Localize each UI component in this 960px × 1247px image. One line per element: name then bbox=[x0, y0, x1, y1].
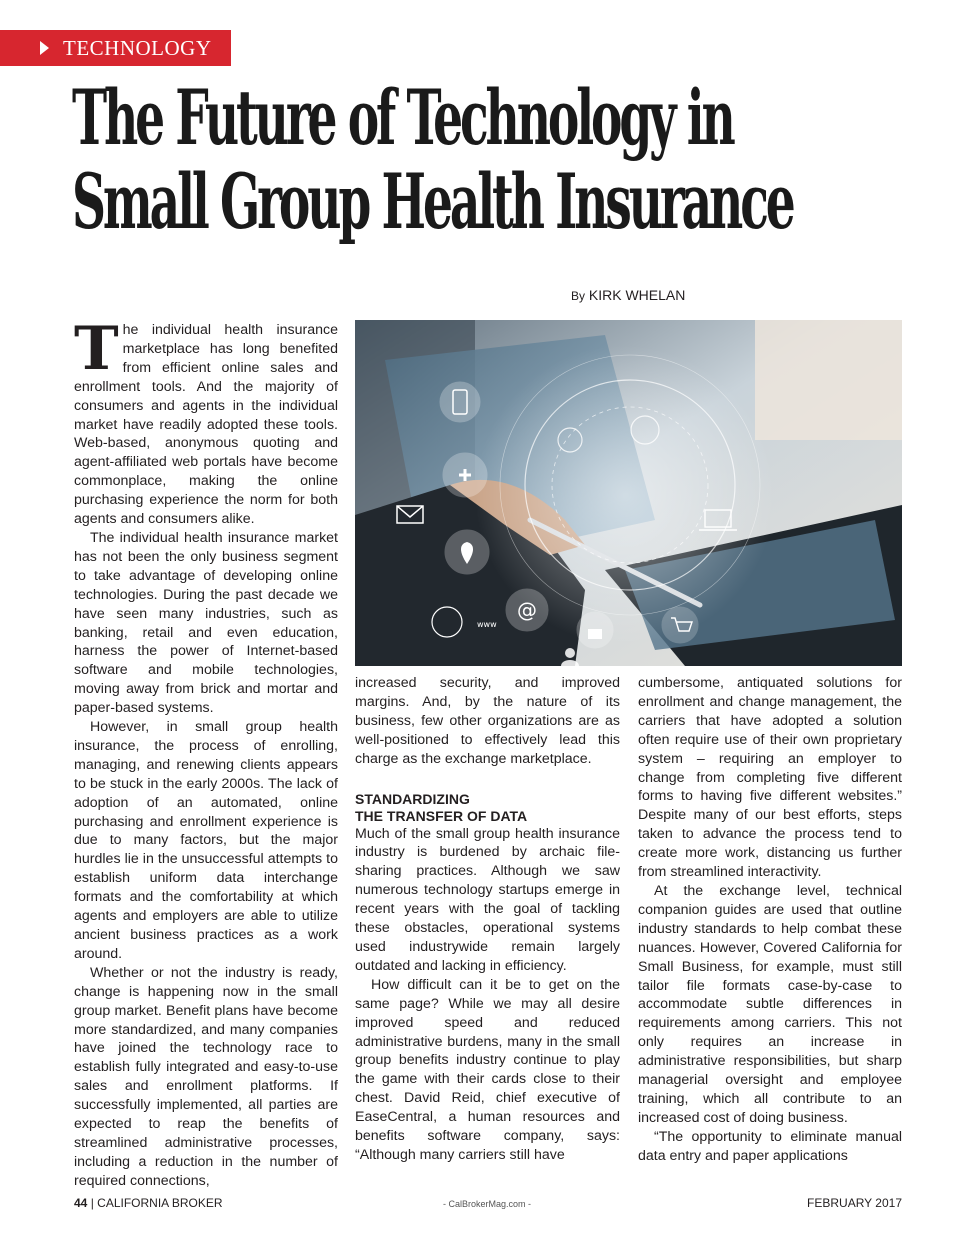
subhead-line-1: STANDARDIZING bbox=[355, 790, 470, 807]
headline-line-2: Small Group Health Insurance bbox=[72, 157, 793, 246]
drop-cap: T bbox=[74, 314, 119, 384]
footer-folio bbox=[74, 1196, 223, 1210]
footer-issue-date: FEBRUARY 2017 bbox=[807, 1196, 902, 1210]
paragraph bbox=[74, 314, 338, 529]
article-column-3 bbox=[638, 674, 902, 1166]
page-number: 44 bbox=[74, 1196, 88, 1210]
paragraph: Whether or not the industry is ready, change is happening now in the small group market. Benefit plans have become more standardized, and many companies have joined the technology race to establish fully integrated and easy-to-use sales and enrollment platforms. If successfully implemented, all parties are expected to reap the benefits of streamlined administrative processes, including a reduction in the number of required connections, bbox=[74, 964, 338, 1189]
paragraph: “The opportunity to eliminate manual data entry and paper applications bbox=[638, 1128, 902, 1164]
paragraph: The individual health insurance market has not been the only business segment to take advantage of developing online technologies. During the past decade we have seen many industries, such as banking, retail and even education, harness the power of Internet-based software and mobile technologies, moving away from brick and mortar and paper-based systems. bbox=[74, 529, 338, 717]
byline-prefix: By bbox=[571, 289, 586, 303]
paragraph-text: he individual health insurance marketplace has long benefited from efficient online sales and enrollment tools. And the majority of consumers and agents in the individual market have readily adopted these tools. Web-based, anonymous quoting and agent-affiliated web portals have become commonplace, making the online purchasing experience the norm for both agents and consumers alike. bbox=[74, 322, 338, 528]
section-subhead bbox=[355, 791, 620, 825]
at-sign-icon bbox=[506, 589, 548, 631]
lock-icon bbox=[577, 612, 613, 648]
byline-author: KIRK WHELAN bbox=[588, 287, 686, 303]
arrow-right-icon bbox=[40, 41, 49, 55]
section-label: TECHNOLOGY bbox=[63, 35, 212, 60]
mobile-icon bbox=[440, 382, 480, 422]
footer-separator: | bbox=[87, 1196, 98, 1210]
hero-illustration bbox=[355, 320, 902, 666]
paragraph: However, in small group health insurance, the process of enrolling, managing, and renewing clients appears to be stuck in the early 2000s. The lack of adoption of an automated, online purchasing and enrollment experience is due to many factors, but the major hurdles lie in the unsuccessful attempts to establish uniform data interchange formats and the comfortability at which agents and employers are able to utilize ancient business practices as a work around. bbox=[74, 719, 338, 962]
web-label: www bbox=[477, 620, 497, 629]
location-pin-icon bbox=[445, 530, 489, 574]
article-column-1 bbox=[74, 314, 338, 1191]
headline-line-1: The Future of Technology in bbox=[72, 73, 733, 162]
paragraph: How difficult can it be to get on the same page? While we may all desire improved speed and reduced administrative burdens, many in the small group benefits industry continue to play the game with their cards close to their chest. David Reid, chief executive of EaseCentral, a human resources and benefits software company, says: “Although many carriers still have bbox=[355, 976, 620, 1163]
paragraph: increased security, and improved margins. And, by the nature of its business, few other organizations are as well-positioned to effectively lead this charge as the exchange marketplace. bbox=[355, 675, 620, 767]
byline bbox=[571, 287, 685, 303]
section-tag bbox=[0, 30, 231, 66]
article-headline bbox=[72, 73, 793, 246]
paragraph: Much of the small group health insurance industry is burdened by archaic file-sharing practices. Although we saw numerous technology startups emerge in recent years with the goal of tackling these obstacles, operational systems used industrywide remain largely outdated and lacking in efficiency. bbox=[355, 825, 620, 974]
footer-website: - CalBrokerMag.com - bbox=[443, 1199, 532, 1209]
subhead-line-2: THE TRANSFER OF DATA bbox=[355, 807, 528, 824]
paragraph: cumbersome, antiquated solutions for enrollment and change management, the carriers that have adopted a solution often require use of their own proprietary system – requiring an employer to change from completing five different forms to having five different websites.” Despite many of our best efforts, steps taken to advance the process tend to create more work, distancing us further from streamlined interactivity. bbox=[638, 675, 902, 881]
article-column-2 bbox=[355, 674, 620, 1165]
svg-text:@: @ bbox=[517, 598, 537, 622]
publication-name: CALIFORNIA BROKER bbox=[97, 1196, 223, 1210]
medical-plus-icon bbox=[443, 453, 487, 497]
hero-image bbox=[355, 320, 902, 666]
paragraph: At the exchange level, technical companion guides are used that outline industry standards to help combat these nuances. However, Covered California for Small Business, for example, must still tailor file formats case-by-case to accommodate subtle differences in requirements among carriers. This not only requires an increase in administrative responsibilities, but sharp managerial oversight and employee training, which all contribute to an increased cost of doing business. bbox=[638, 882, 902, 1126]
cart-icon bbox=[662, 607, 698, 643]
